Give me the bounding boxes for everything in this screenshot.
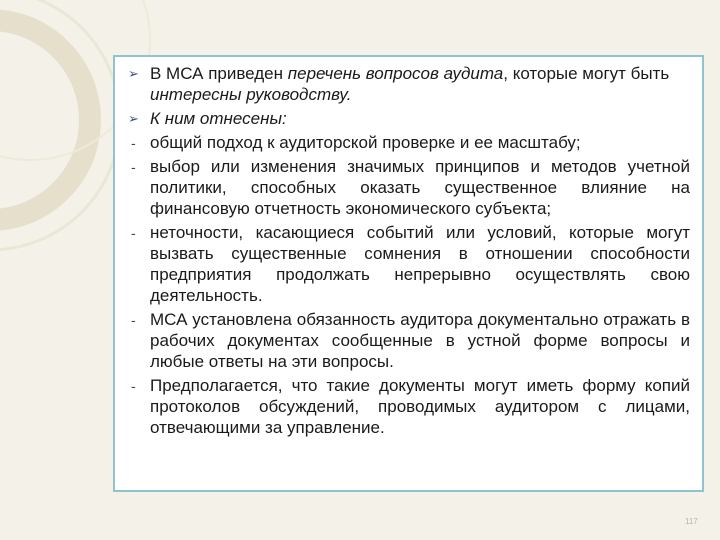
dash-bullet-icon: - — [131, 378, 136, 394]
dash-bullet-icon: - — [131, 135, 136, 151]
list-item: ➢ В МСА приведен перечень вопросов аудита, которые могут быть интересны руководству. — [128, 64, 670, 104]
page-number: 117 — [685, 517, 698, 526]
list-item: - выбор или изменения значимых принципов и методов учетной политики, способных оказать существенное влияние на финансовую отчетность экономического субъекта; — [131, 157, 690, 218]
arrow-bullet-icon: ➢ — [128, 66, 139, 81]
dash-bullet-icon: - — [131, 225, 136, 241]
list-item: - Предполагается, что такие документы могут иметь форму копий протоколов обсуждений, проводимых аудитором с лицами, отвечающими за управление. — [131, 376, 690, 437]
list-item: ➢ К ним отнесены: — [128, 109, 287, 128]
content-frame — [113, 55, 704, 492]
list-item: - общий подход к аудиторской проверке и ее масштабу; — [131, 133, 581, 152]
dash-bullet-icon: - — [131, 159, 136, 175]
slide-text — [128, 63, 690, 441]
arrow-bullet-icon: ➢ — [128, 111, 139, 126]
list-item: - МСА установлена обязанность аудитора документально отражать в рабочих документах сообщенные в устной форме вопросы и любые ответы на эти вопросы. — [131, 310, 690, 371]
list-item: - неточности, касающиеся событий или условий, которые могут вызвать существенные сомнения в отношении способности предприятия продолжать непрерывно осуществлять свою деятельность. — [131, 223, 690, 305]
dash-bullet-icon: - — [131, 312, 136, 328]
